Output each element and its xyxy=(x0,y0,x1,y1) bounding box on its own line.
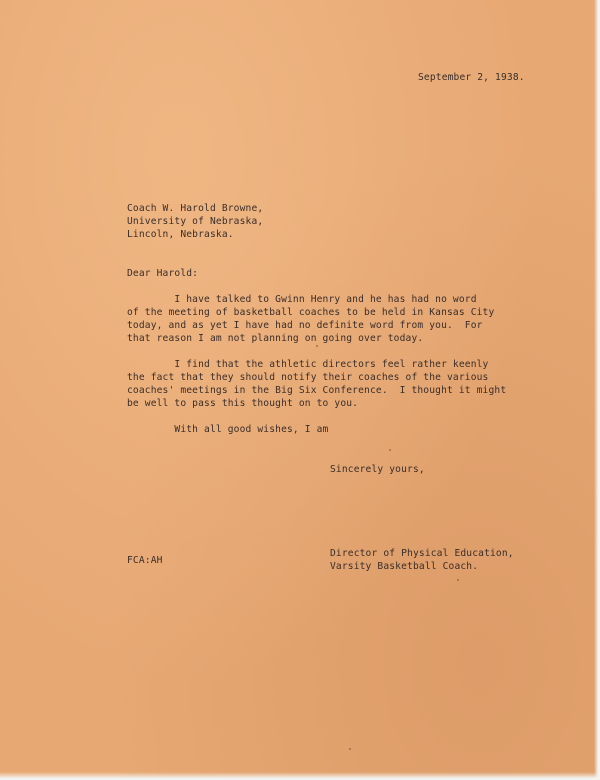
paragraph2-line: I find that the athletic directors feel rather keenly xyxy=(127,359,489,370)
paragraph2-line: coaches' meetings in the Big Six Conference. I thought it might xyxy=(127,385,507,396)
paper-speck xyxy=(389,449,391,451)
scan-edge xyxy=(594,0,600,780)
complimentary-close: Sincerely yours, xyxy=(330,464,425,475)
paper-speck xyxy=(349,748,351,750)
paragraph1-line: today, and as yet I have had no definite word from you. For xyxy=(127,320,483,331)
scan-edge xyxy=(0,772,600,780)
reference-initials: FCA:AH xyxy=(127,555,163,566)
paragraph2-line: be well to pass this thought on to you. xyxy=(127,398,359,409)
closing-wish: With all good wishes, I am xyxy=(127,424,329,435)
letter-date: September 2, 1938. xyxy=(418,72,525,83)
paragraph2-line: the fact that they should notify their coaches of the various xyxy=(127,372,489,383)
paragraph1-line: I have talked to Gwinn Henry and he has had no word xyxy=(127,294,477,305)
recipient-name-line: Coach W. Harold Browne, xyxy=(127,203,264,214)
recipient-city-line: Lincoln, Nebraska. xyxy=(127,229,234,240)
signature-title-line: Director of Physical Education, xyxy=(330,548,514,559)
paper-speck xyxy=(457,579,459,581)
paper-speck xyxy=(316,345,318,347)
salutation: Dear Harold: xyxy=(127,268,199,279)
recipient-institution-line: University of Nebraska, xyxy=(127,216,264,227)
paragraph1-line: of the meeting of basketball coaches to be held in Kansas City xyxy=(127,307,495,318)
paragraph1-line: that reason I am not planning on going over today. xyxy=(127,333,424,344)
signature-title-line: Varsity Basketball Coach. xyxy=(330,561,479,572)
